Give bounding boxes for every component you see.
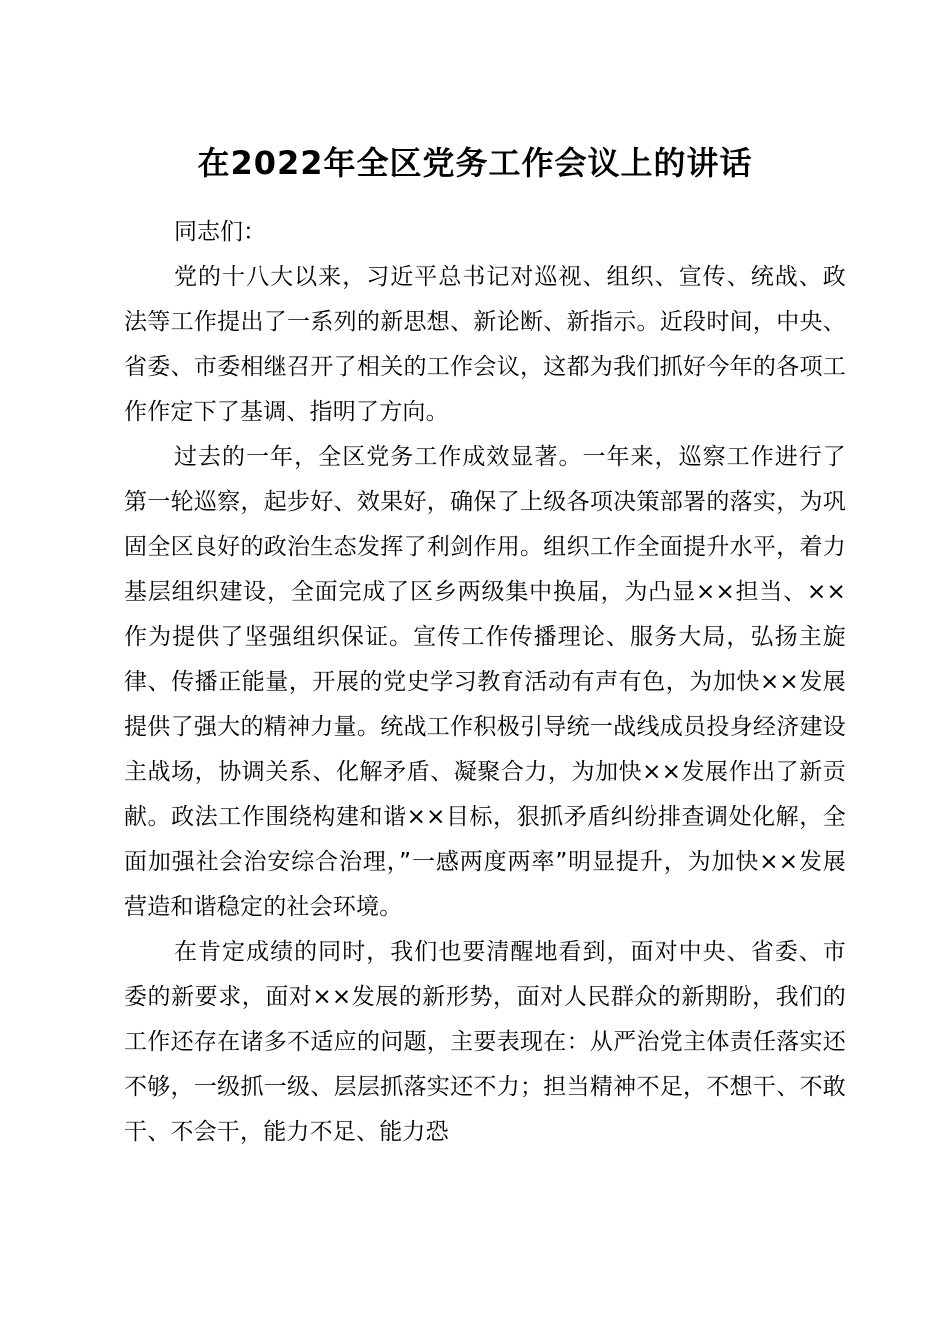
paragraph-problems: 在肯定成绩的同时，我们也要清醒地看到，面对中央、省委、市委的新要求，面对××发展的新形势，面对人民群众的新期盼，我们的工作还存在诸多不适应的问题，主要表现在：从严治党主体责任落实还不够，一级抓一级、层层抓落实还不力；担当精神不足，不想干、不敢干、不会干，能力不足、能力恐 [124,939,846,1145]
paragraph-achievements: 过去的一年，全区党务工作成效显著。一年来，巡察工作进行了第一轮巡察，起步好、效果好，确保了上级各项决策部署的落实，为巩固全区良好的政治生态发挥了利剑作用。组织工作全面提升水平，着力基层组织建设，全面完成了区乡两级集中换届，为凸显××担当、××作为提供了坚强组织保证。宣传工作传播理论、服务大局，弘扬主旋律、传播正能量，开展的党史学习教育活动有声有色，为加快××发展提供了强大的精神力量。统战工作积极引导统一战线成员投身经济建设主战场，协调关系、化解矛盾、凝聚合力，为加快××发展作出了新贡献。政法工作围绕构建和谐××目标，狠抓矛盾纠纷排查调处化解，全面加强社会治安综合治理，”一感两度两率”明显提升，为加快××发展营造和谐稳定的社会环境。 [124,444,846,920]
paragraph-intro: 党的十八大以来，习近平总书记对巡视、组织、宣传、统战、政法等工作提出了一系列的新思想、新论断、新指示。近段时间，中央、省委、市委相继召开了相关的工作会议，这都为我们抓好今年的各项工作作定下了基调、指明了方向。 [124,264,846,425]
salutation: 同志们： [174,219,266,245]
page-title: 在2022年全区党务工作会议上的讲话 [197,144,753,182]
document-body [124,210,846,1155]
